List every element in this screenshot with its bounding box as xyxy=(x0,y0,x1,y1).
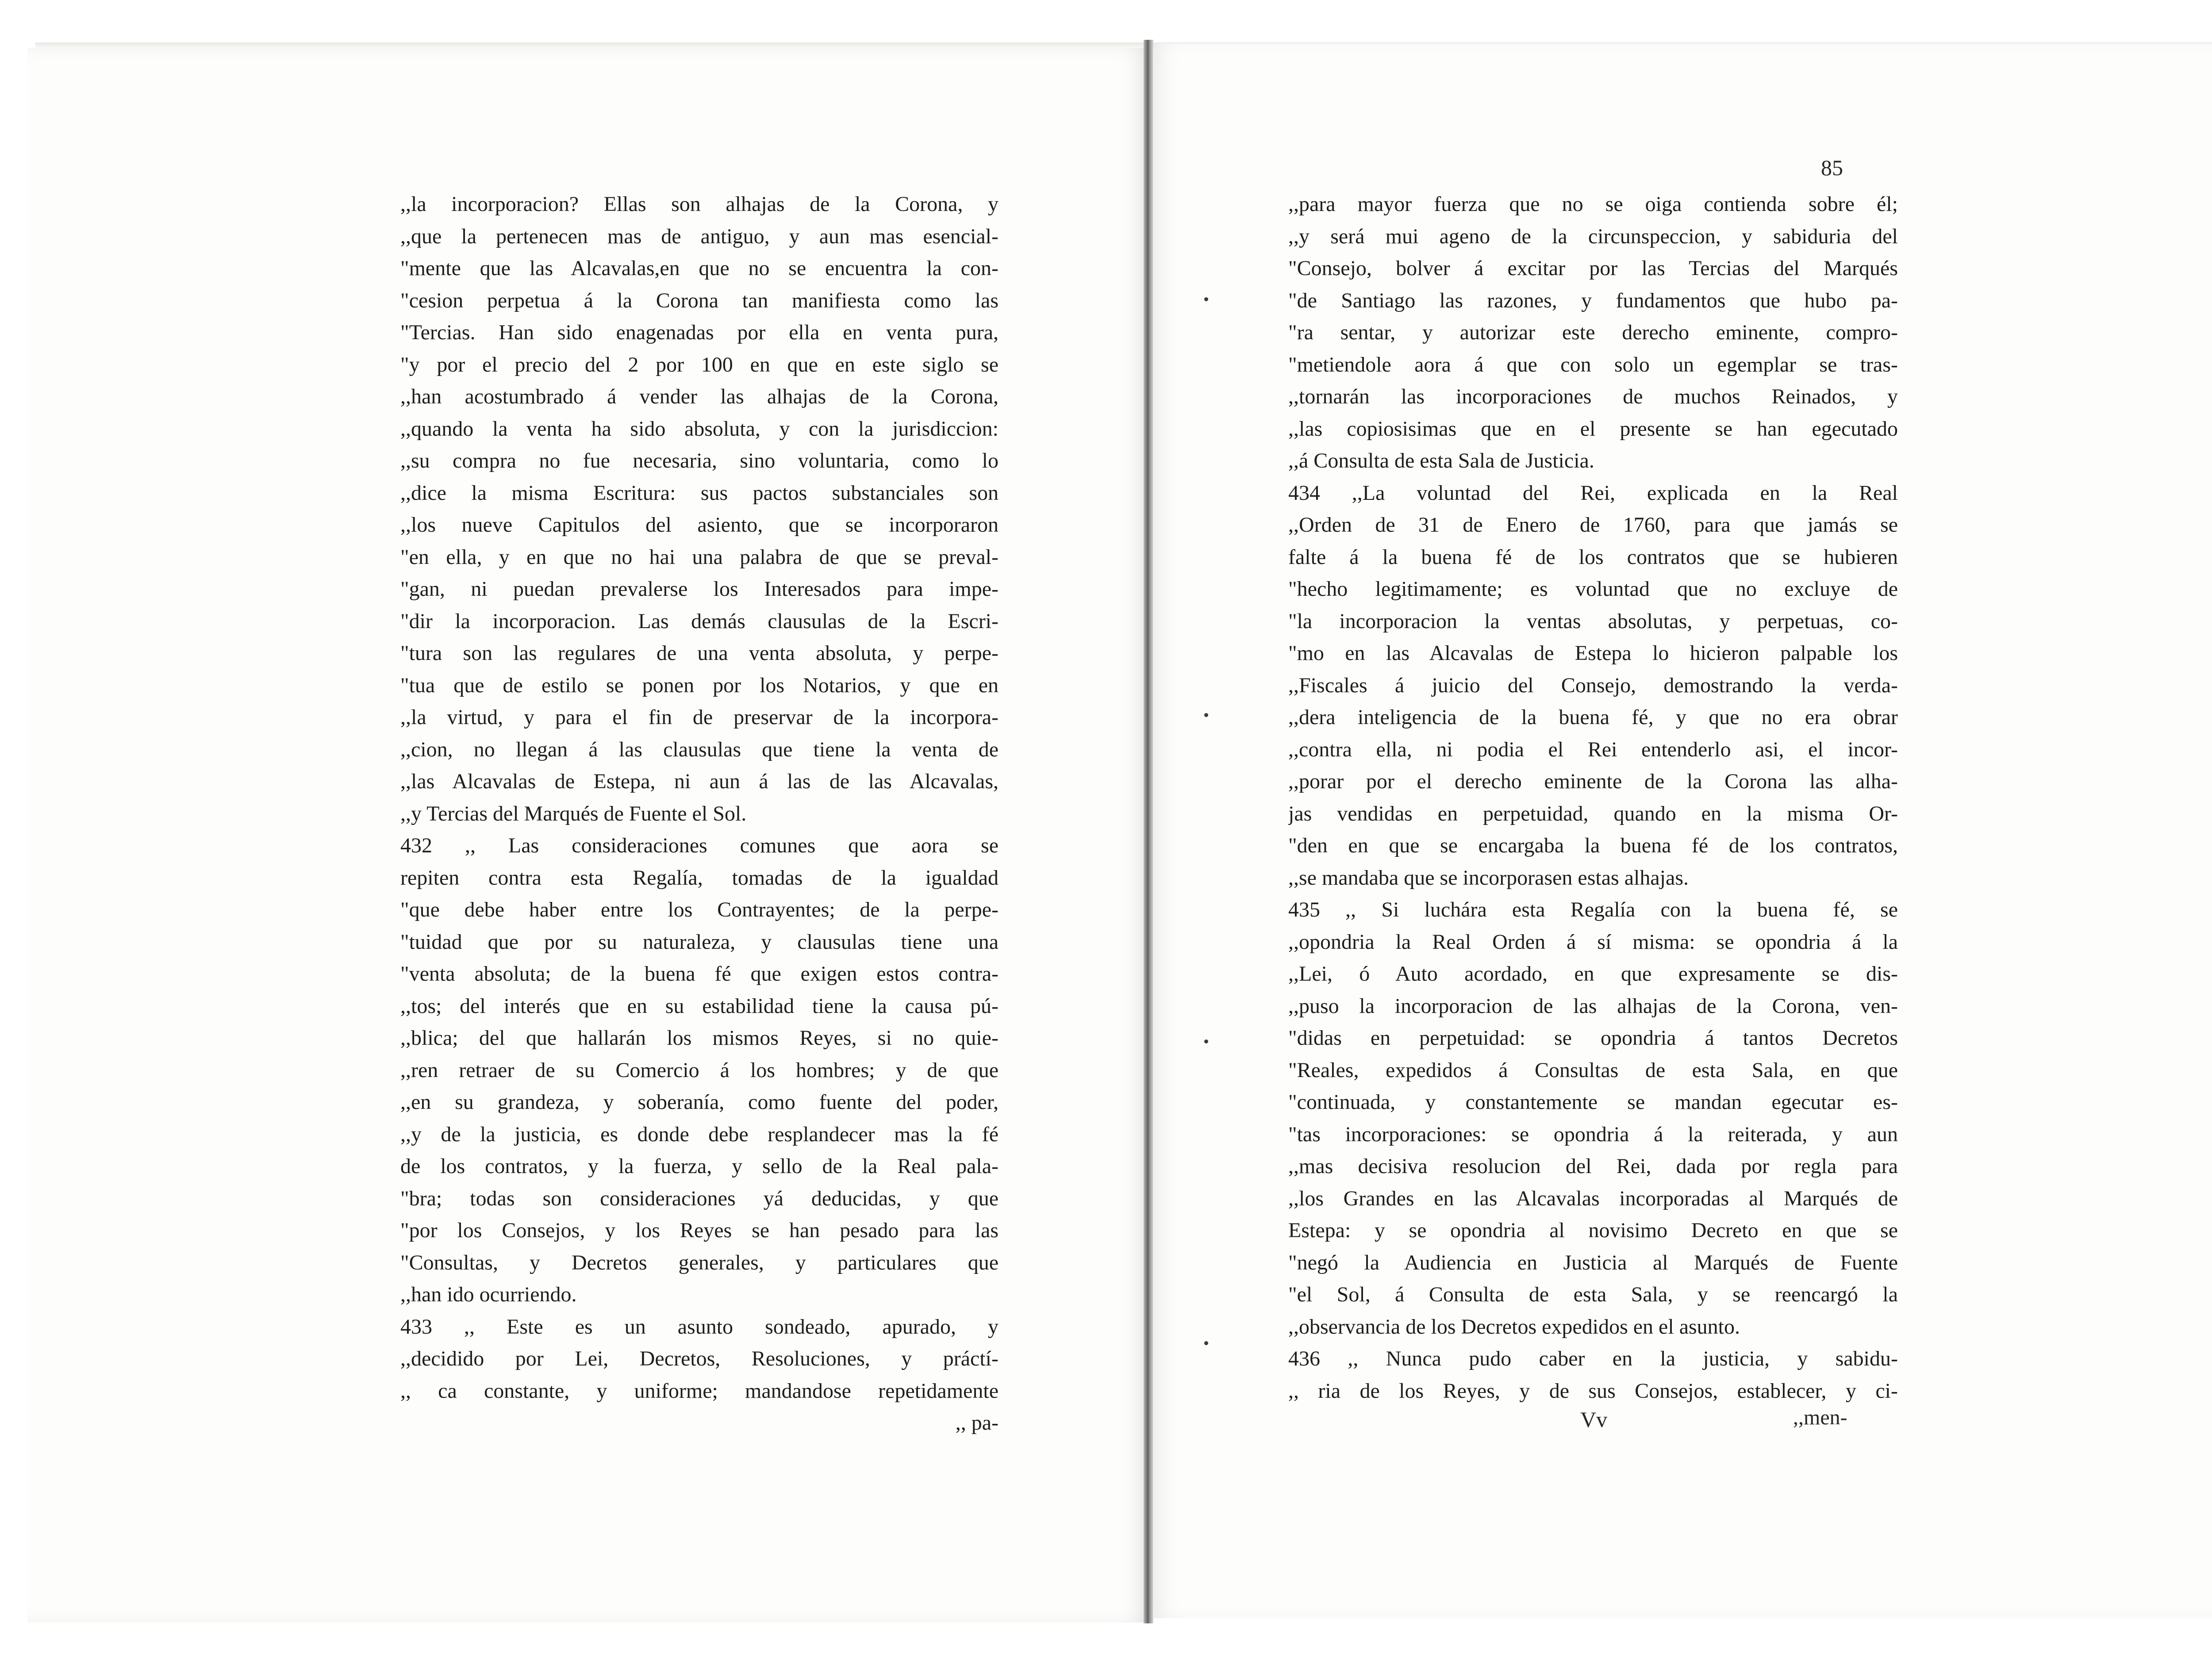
text-line: "gan, ni puedan prevalerse los Interesados para impe- xyxy=(400,577,998,601)
text-line: ,, ria de los Reyes, y de sus Consejos, establecer, y ci- xyxy=(1288,1379,1898,1403)
text-line: ,,Orden de 31 de Enero de 1760, para que jamás se xyxy=(1288,513,1898,537)
text-line: ,,observancia de los Decretos expedidos en el asunto. xyxy=(1288,1315,1740,1339)
text-line: ,,mas decisiva resolucion del Rei, dada por regla para xyxy=(1288,1155,1898,1178)
text-line: "Consultas, y Decretos generales, y particulares que xyxy=(400,1250,998,1274)
text-line: ,,á Consulta de esta Sala de Justicia. xyxy=(1288,449,1594,472)
text-line: ,,puso la incorporacion de las alhajas de la Corona, ven- xyxy=(1288,994,1898,1018)
text-line: "el Sol, á Consulta de esta Sala, y se reencargó la xyxy=(1288,1283,1898,1306)
text-line: ,,las Alcavalas de Estepa, ni aun á las de las Alcavalas, xyxy=(400,770,998,793)
margin-dot-mark xyxy=(1204,1039,1208,1043)
margin-dot-mark xyxy=(1204,297,1208,301)
paragraph-start-line: 432 ,, Las consideraciones comunes que aora se xyxy=(400,834,998,857)
text-line: ,,las copiosisimas que en el presente se han egecutado xyxy=(1288,417,1898,441)
text-line: "mo en las Alcavalas de Estepa lo hicieron palpable los xyxy=(1288,641,1898,665)
paragraph-start-line: 433 ,, Este es un asunto sondeado, apurado, y xyxy=(400,1315,998,1339)
text-line: "tua que de estilo se ponen por los Notarios, y que en xyxy=(400,673,998,697)
text-line: ,,en su grandeza, y soberanía, como fuente del poder, xyxy=(400,1090,998,1114)
text-line: "hecho legitimamente; es voluntad que no excluye de xyxy=(1288,577,1898,601)
text-line: ,,y de la justicia, es donde debe resplandecer mas la fé xyxy=(400,1122,998,1146)
text-line: ,,opondria la Real Orden á sí misma: se opondria á la xyxy=(1288,930,1898,954)
text-line: ,,y Tercias del Marqués de Fuente el Sol. xyxy=(400,802,747,825)
text-line: "didas en perpetuidad: se opondria á tantos Decretos xyxy=(1288,1026,1898,1050)
text-line: "tura son las regulares de una venta absoluta, y perpe- xyxy=(400,641,998,665)
text-line: "tas incorporaciones: se opondria á la reiterada, y aun xyxy=(1288,1122,1898,1146)
text-line: ,,han acostumbrado á vender las alhajas de la Corona, xyxy=(400,385,998,408)
text-line: falte á la buena fé de los contratos que se hubieren xyxy=(1288,545,1898,569)
text-line: ,,para mayor fuerza que no se oiga contienda sobre él; xyxy=(1288,192,1898,216)
text-line: ,,han ido ocurriendo. xyxy=(400,1283,577,1306)
text-line: "cesion perpetua á la Corona tan manifiesta como las xyxy=(400,288,998,312)
text-line: "y por el precio del 2 por 100 en que en este siglo se xyxy=(400,353,998,376)
text-line: ,,decidido por Lei, Decretos, Resoluciones, y práctí- xyxy=(400,1347,998,1370)
text-line: ,,blica; del que hallarán los mismos Reyes, si no quie- xyxy=(400,1026,998,1050)
text-line: "mente que las Alcavalas,en que no se encuentra la con- xyxy=(400,257,998,280)
text-line: "bra; todas son consideraciones yá deducidas, y que xyxy=(400,1186,998,1210)
text-line: "metiendole aora á que con solo un egemplar se tras- xyxy=(1288,353,1898,376)
text-line: ,,dera inteligencia de la buena fé, y que no era obrar xyxy=(1288,706,1898,729)
text-line: ,,los Grandes en las Alcavalas incorporadas al Marqués de xyxy=(1288,1186,1898,1210)
text-line: "venta absoluta; de la buena fé que exigen estos contra- xyxy=(400,962,998,986)
text-line: ,,Fiscales á juicio del Consejo, demostrando la verda- xyxy=(1288,673,1898,697)
page-number: 85 xyxy=(1821,155,1843,180)
text-line: "Reales, expedidos á Consultas de esta Sala, en que xyxy=(1288,1058,1898,1082)
text-line: ,,su compra no fue necesaria, sino voluntaria, como lo xyxy=(400,449,998,472)
catchword: ,,men- xyxy=(1793,1406,1847,1429)
text-line: ,,que la pertenecen mas de antiguo, y aun mas esencial- xyxy=(400,224,998,248)
signature-mark: Vv xyxy=(1580,1407,1608,1432)
text-line: ,,porar por el derecho eminente de la Corona las alha- xyxy=(1288,770,1898,793)
text-line: ,,dice la misma Escritura: sus pactos substanciales son xyxy=(400,481,998,505)
text-line: "Tercias. Han sido enagenadas por ella en venta pura, xyxy=(400,321,998,344)
paragraph-start-line: 436 ,, Nunca pudo caber en la justicia, y sabidu- xyxy=(1288,1347,1898,1370)
margin-dot-mark xyxy=(1204,713,1208,717)
right-page-text xyxy=(1288,188,1898,1407)
paragraph-start-line: 435 ,, Si luchára esta Regalía con la buena fé, se xyxy=(1288,898,1898,921)
text-line: ,,los nueve Capitulos del asiento, que se incorporaron xyxy=(400,513,998,537)
text-line: ,,la virtud, y para el fin de preservar de la incorpora- xyxy=(400,706,998,729)
text-line: ,,tos; del interés que en su estabilidad tiene la causa pú- xyxy=(400,994,998,1018)
paragraph-start-line: 434 ,,La voluntad del Rei, explicada en la Real xyxy=(1288,481,1898,505)
text-line: "tuidad que por su naturaleza, y clausulas tiene una xyxy=(400,930,998,954)
text-line: ,,contra ella, ni podia el Rei entenderlo asi, el incor- xyxy=(1288,737,1898,761)
text-line: "de Santiago las razones, y fundamentos que hubo pa- xyxy=(1288,288,1898,312)
text-line: "por los Consejos, y los Reyes se han pesado para las xyxy=(400,1219,998,1242)
text-line: Estepa: y se opondria al novisimo Decreto en que se xyxy=(1288,1219,1898,1242)
text-line: de los contratos, y la fuerza, y sello de la Real pala- xyxy=(400,1155,998,1178)
text-line: "Consejo, bolver á excitar por las Tercias del Marqués xyxy=(1288,257,1898,280)
text-line: ,,quando la venta ha sido absoluta, y con la jurisdiccion: xyxy=(400,417,998,441)
text-line: "la incorporacion la ventas absolutas, y perpetuas, co- xyxy=(1288,609,1898,633)
text-line: ,, ca constante, y uniforme; mandandose repetidamente xyxy=(400,1379,998,1403)
catchword: ,, pa- xyxy=(955,1411,998,1435)
book-gutter xyxy=(1144,40,1153,1623)
text-line: ,,cion, no llegan á las clausulas que tiene la venta de xyxy=(400,737,998,761)
text-line: "den en que se encargaba la buena fé de los contratos, xyxy=(1288,834,1898,857)
margin-dot-mark xyxy=(1204,1341,1208,1345)
text-line: ,,ren retraer de su Comercio á los hombres; y de que xyxy=(400,1058,998,1082)
text-line: "que debe haber entre los Contrayentes; de la perpe- xyxy=(400,898,998,921)
text-line: "dir la incorporacion. Las demás clausulas de la Escri- xyxy=(400,609,998,633)
text-line: "continuada, y constantemente se mandan egecutar es- xyxy=(1288,1090,1898,1114)
text-line: ,,tornarán las incorporaciones de muchos Reinados, y xyxy=(1288,385,1898,408)
text-line: ,,Lei, ó Auto acordado, en que expresamente se dis- xyxy=(1288,962,1898,986)
text-line: "negó la Audiencia en Justicia al Marqués de Fuente xyxy=(1288,1250,1898,1274)
left-page-text xyxy=(400,188,998,1439)
text-line: ,,y será mui ageno de la circunspeccion, y sabiduria del xyxy=(1288,224,1898,248)
text-line: ,,la incorporacion? Ellas son alhajas de la Corona, y xyxy=(400,192,998,216)
text-line: repiten contra esta Regalía, tomadas de la igualdad xyxy=(400,866,998,890)
text-line: ,,se mandaba que se incorporasen estas alhajas. xyxy=(1288,866,1689,890)
text-line: "en ella, y en que no hai una palabra de que se preval- xyxy=(400,545,998,569)
text-line: "ra sentar, y autorizar este derecho eminente, compro- xyxy=(1288,321,1898,344)
text-line: jas vendidas en perpetuidad, quando en la misma Or- xyxy=(1288,802,1898,825)
